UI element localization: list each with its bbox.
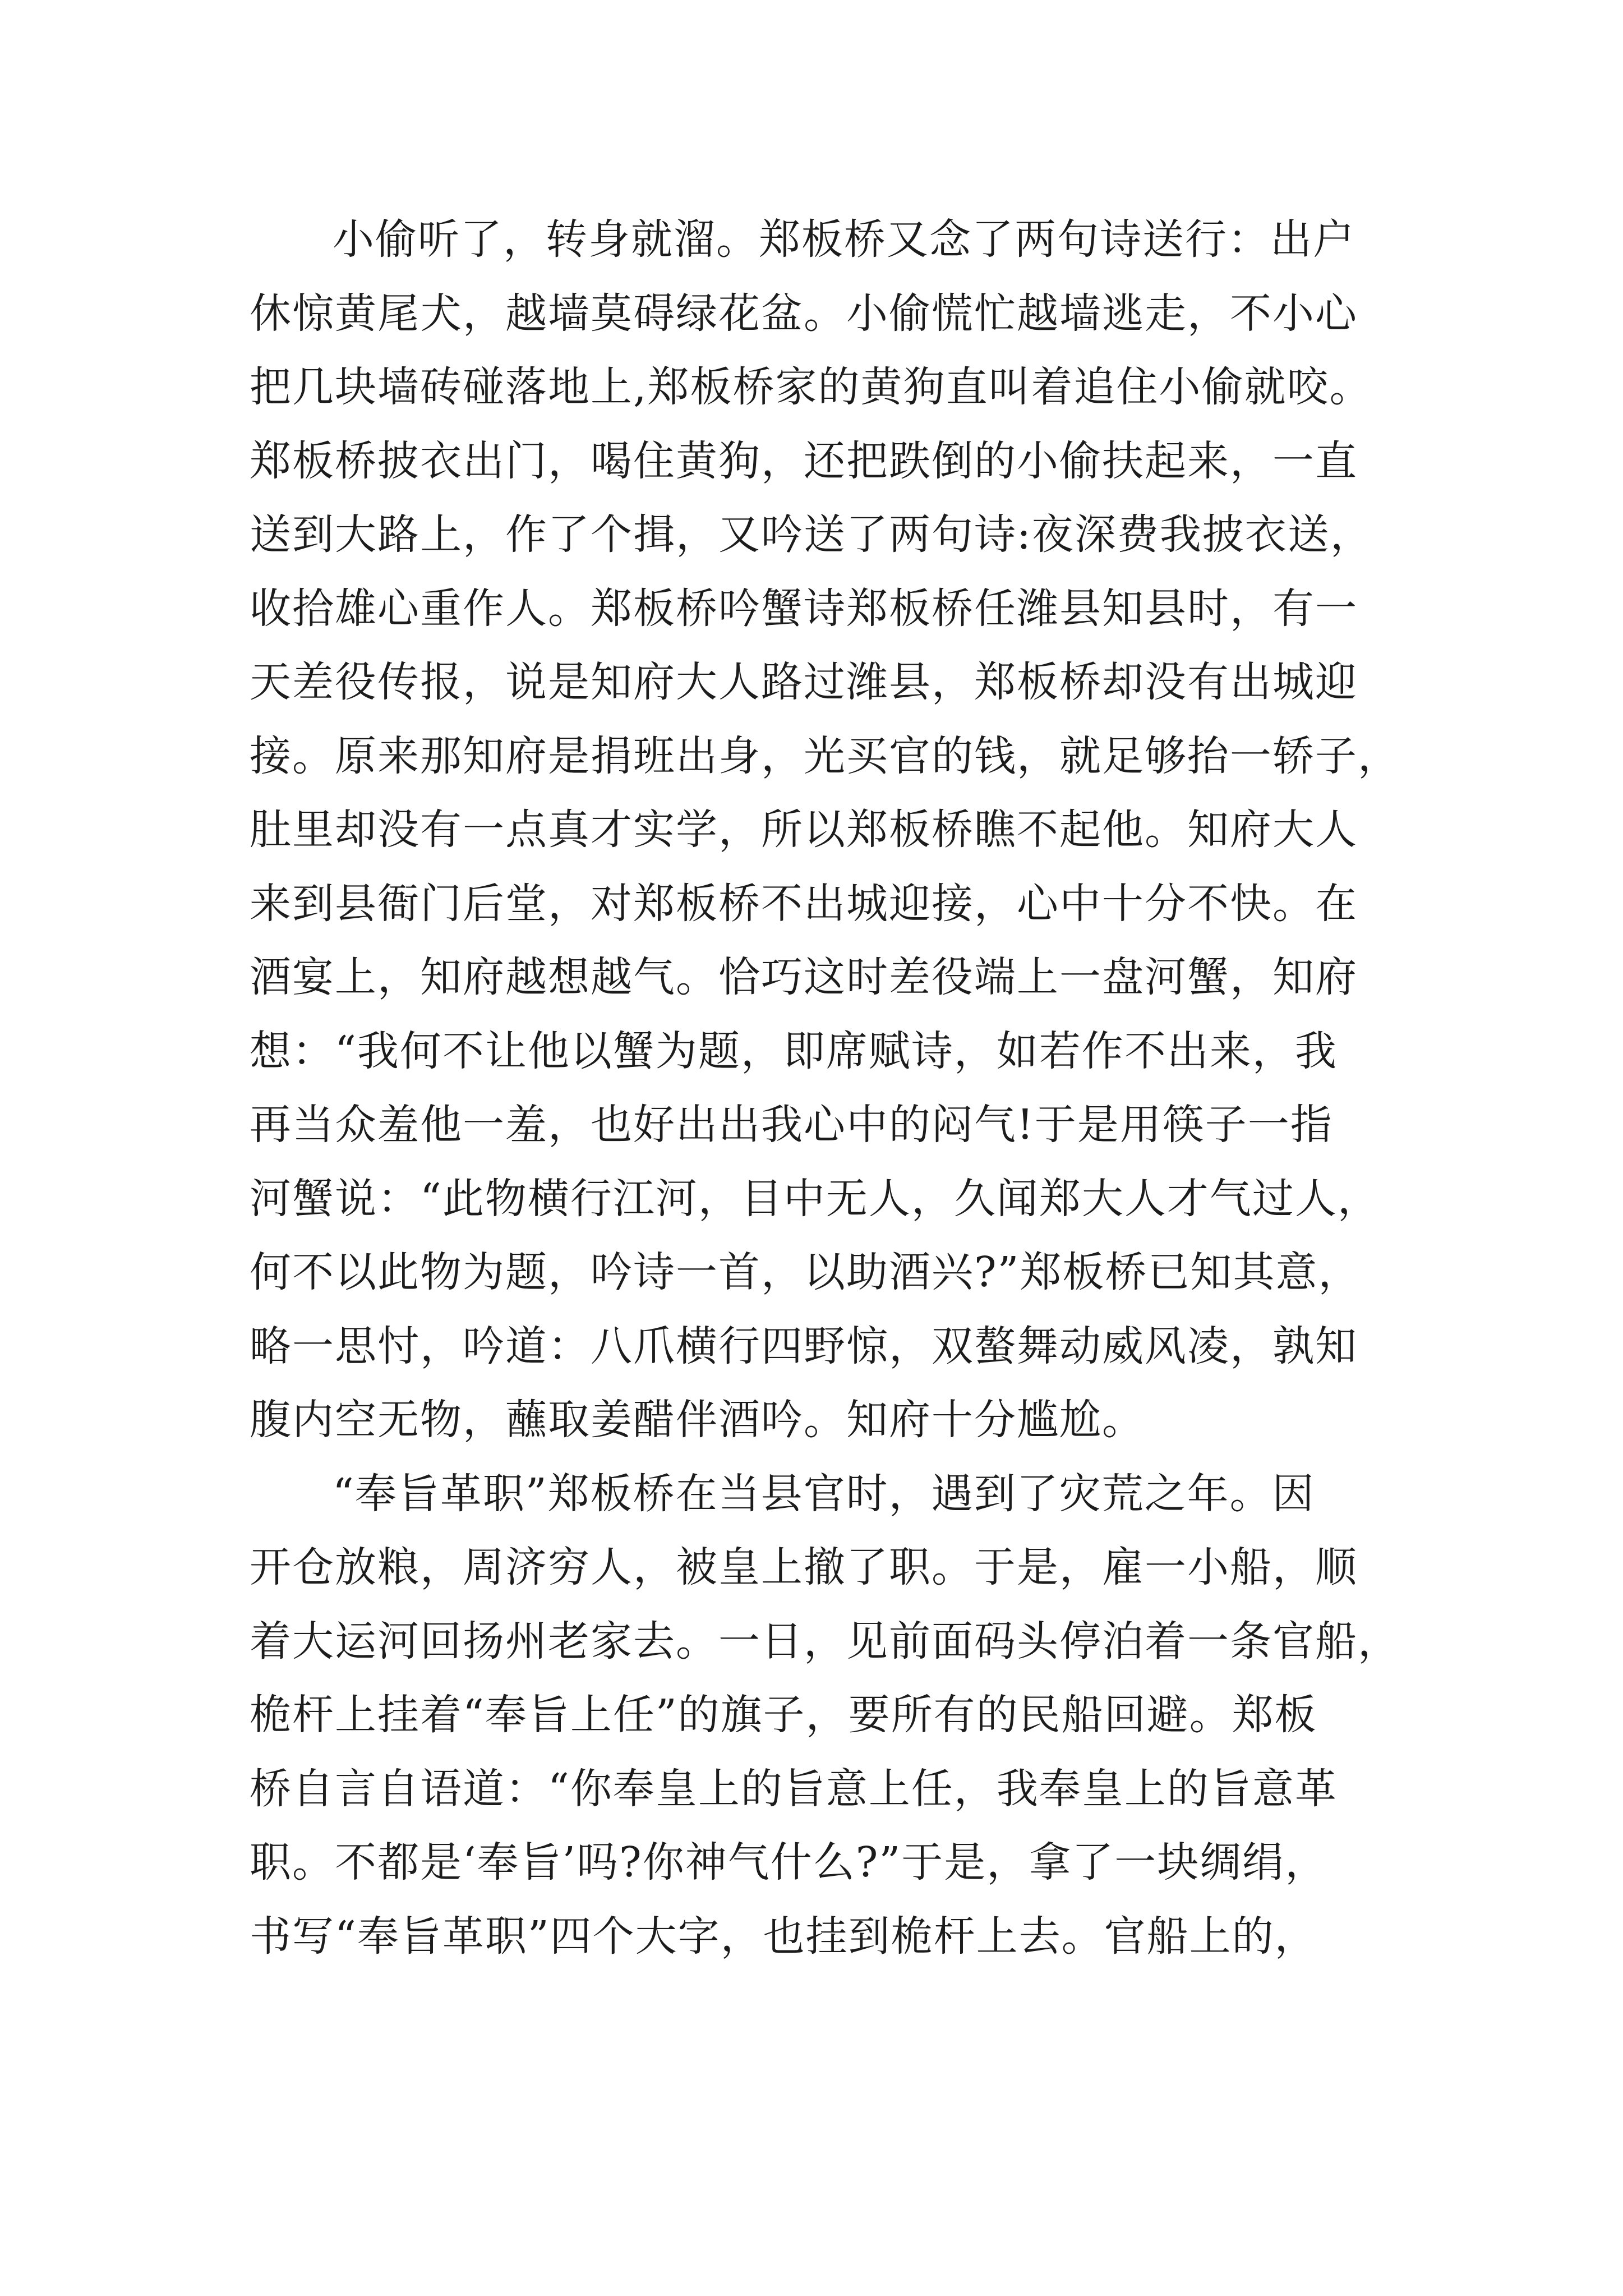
- paragraph-line: 再当众羞他一羞，也好出出我心中的闷气!于是用筷子一指: [250, 1101, 1333, 1149]
- paragraph-line: 休惊黄尾犬，越墙莫碍绿花盆。小偷慌忙越墙逃走，不小心: [250, 289, 1358, 338]
- body-text: [250, 203, 1427, 1973]
- paragraph-line: 郑板桥披衣出门，喝住黄狗，还把跌倒的小偷扶起来，一直: [250, 436, 1358, 485]
- paragraph-line: “奉旨革职”郑板桥在当县官时，遇到了灾荒之年。因: [333, 1469, 1315, 1518]
- paragraph-line: 何不以此物为题，吟诗一首，以助酒兴?”郑板桥已知其意，: [250, 1248, 1361, 1296]
- paragraph-line: 书写“奉旨革职”四个大字，也挂到桅杆上去。官船上的，: [250, 1912, 1317, 1961]
- paragraph-line: 河蟹说：“此物横行江河，目中无人，久闻郑大人才气过人，: [250, 1174, 1380, 1223]
- paragraph-line: 桅杆上挂着“奉旨上任”的旗子，要所有的民船回避。郑板: [250, 1691, 1317, 1739]
- paragraph-line: 送到大路上，作了个揖，又吟送了两句诗:夜深费我披衣送，: [250, 510, 1373, 559]
- paragraph-line: 来到县衙门后堂，对郑板桥不出城迎接，心中十分不快。在: [250, 879, 1358, 928]
- paragraph-line: 接。原来那知府是捐班出身，光买官的钱，就足够抬一轿子，: [250, 731, 1400, 780]
- paragraph-line: 桥自言自语道：“你奉皇上的旨意上任，我奉皇上的旨意革: [250, 1764, 1338, 1813]
- paragraph-line: 天差役传报，说是知府大人路过潍县，郑板桥却没有出城迎: [250, 658, 1358, 706]
- paragraph-line: 小偷听了，转身就溜。郑板桥又念了两句诗送行：出户: [333, 215, 1355, 264]
- paragraph-line: 酒宴上，知府越想越气。恰巧这时差役端上一盘河蟹，知府: [250, 953, 1358, 1001]
- paragraph-line: 把几块墙砖碰落地上,郑板桥家的黄狗直叫着追住小偷就咬。: [250, 363, 1372, 411]
- paragraph-line: 开仓放粮，周济穷人，被皇上撤了职。于是，雇一小船，顺: [250, 1543, 1358, 1591]
- paragraph-line: 腹内空无物，蘸取姜醋伴酒吟。知府十分尴尬。: [250, 1396, 1145, 1444]
- paragraph-line: 肚里却没有一点真才实学，所以郑板桥瞧不起他。知府大人: [250, 806, 1358, 854]
- paragraph-line: 着大运河回扬州老家去。一日，见前面码头停泊着一条官船，: [250, 1617, 1400, 1665]
- paragraph-line: 收拾雄心重作人。郑板桥吟蟹诗郑板桥任潍县知县时，有一: [250, 584, 1358, 633]
- paragraph-line: 想：“我何不让他以蟹为题，即席赋诗，如若作不出来，我: [250, 1027, 1338, 1075]
- paragraph-line: 职。不都是‘奉旨’吗?你神气什么?”于是，拿了一块绸绢，: [250, 1838, 1328, 1887]
- paragraph-line: 略一思忖，吟道：八爪横行四野惊，双螯舞动威风凌，孰知: [250, 1322, 1358, 1370]
